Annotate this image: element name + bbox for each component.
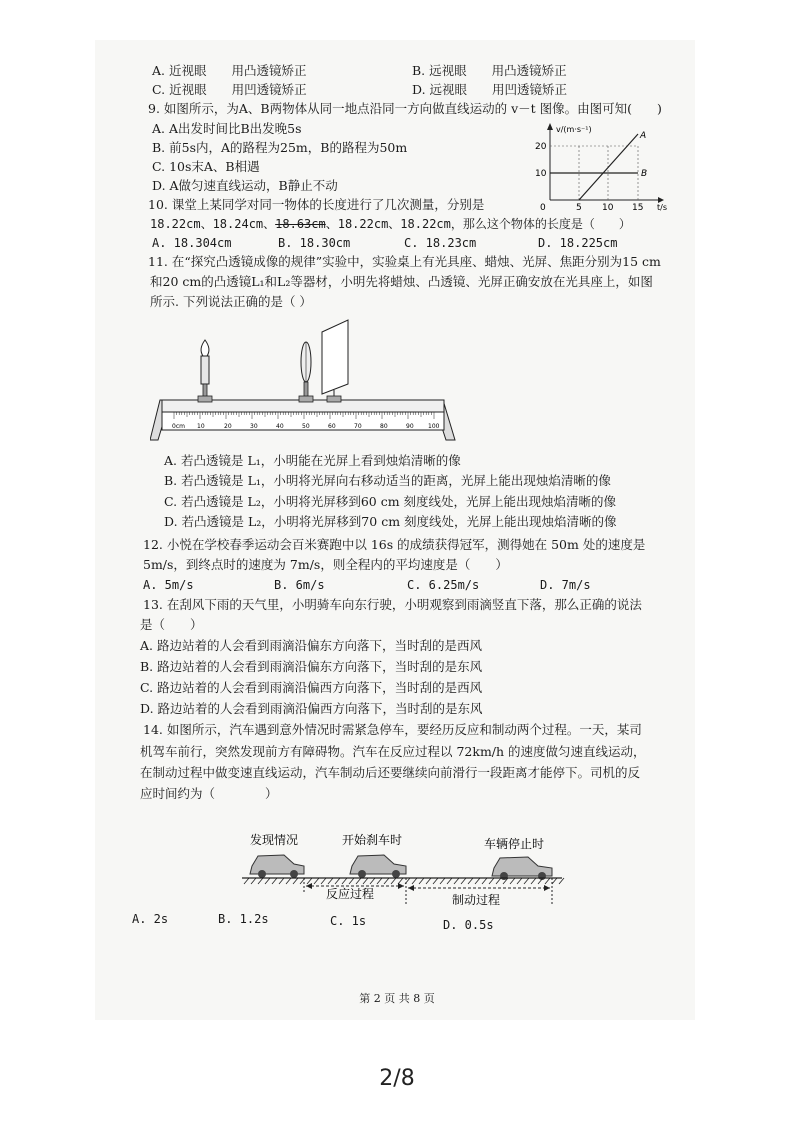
y-tick-0: 0 bbox=[540, 203, 546, 212]
q12-option-d: D. 7m/s bbox=[540, 578, 591, 592]
q9-option-a: A. A出发时间比B出发晚5s bbox=[152, 121, 302, 136]
q10-option-b: B. 18.30cm bbox=[278, 236, 351, 250]
ruler-label-0: 0cm bbox=[172, 423, 185, 430]
label-found: 发现情况 bbox=[250, 833, 299, 847]
road-hatch-line bbox=[552, 878, 557, 884]
ruler-label-90: 90 bbox=[406, 423, 414, 430]
road-hatch-line bbox=[342, 878, 347, 884]
road-hatch-line bbox=[510, 878, 515, 884]
q11-line3: 所示. 下列说法正确的是（ ） bbox=[150, 294, 312, 309]
x-axis-label: t/s bbox=[657, 203, 667, 212]
ruler-label-40: 40 bbox=[276, 423, 284, 430]
car-found bbox=[250, 855, 304, 878]
q12-option-a: A. 5m/s bbox=[143, 578, 194, 592]
q14-line2: 机驾车前行，突然发现前方有障碍物。汽车在反应过程以 72km/h 的速度做匀速直线运动， bbox=[140, 744, 646, 759]
q14-line3: 在制动过程中做变速直线运动，汽车制动后还要继续向前滑行一段距离才能停下。司机的反 bbox=[140, 765, 641, 780]
road-hatch-line bbox=[349, 878, 354, 884]
road-hatch-line bbox=[440, 878, 445, 884]
road-hatch-line bbox=[468, 878, 473, 884]
label-brake: 开始刹车时 bbox=[342, 833, 403, 847]
road-hatch-line bbox=[328, 878, 333, 884]
road-hatch-line bbox=[524, 878, 529, 884]
candle bbox=[198, 340, 212, 402]
y-axis-arrow bbox=[547, 123, 553, 130]
road-hatch-line bbox=[531, 878, 536, 884]
reaction-arrow-right bbox=[398, 883, 404, 889]
road-hatch-line bbox=[475, 878, 480, 884]
road-hatch-line bbox=[272, 878, 277, 884]
q11-option-d: D. 若凸透镜是 L₂，小明将光屏移到70 cm 刻度线处，光屏上能出现烛焰清晰的像 bbox=[164, 514, 617, 529]
road-hatch-line bbox=[314, 878, 319, 884]
q10-option-c: C. 18.23cm bbox=[404, 236, 477, 250]
road-hatch-line bbox=[251, 878, 256, 884]
road-hatch bbox=[244, 878, 564, 884]
ruler-label-30: 30 bbox=[250, 423, 258, 430]
q13-option-c: C. 路边站着的人会看到雨滴沿偏西方向落下，当时刮的是西风 bbox=[140, 680, 483, 695]
q11-option-a: A. 若凸透镜是 L₁，小明能在光屏上看到烛焰清晰的像 bbox=[164, 453, 461, 468]
q9-stem: 9. 如图所示，为A、B两物体从同一地点沿同一方向做直线运动的 v－t 图像。由图可知( ) bbox=[148, 101, 662, 116]
road-hatch-line bbox=[286, 878, 291, 884]
road-hatch-line bbox=[258, 878, 263, 884]
road-hatch-line bbox=[391, 878, 396, 884]
q13-line1: 13. 在刮风下雨的天气里，小明骑车向东行驶，小明观察到雨滴竖直下落，那么正确的说法 bbox=[143, 597, 642, 612]
road-hatch-line bbox=[419, 878, 424, 884]
y-tick-10: 10 bbox=[535, 169, 547, 179]
braking-arrow-right bbox=[544, 885, 550, 891]
y-tick-20: 20 bbox=[535, 142, 547, 152]
road-hatch-line bbox=[433, 878, 438, 884]
ruler-label-50: 50 bbox=[302, 423, 310, 430]
ruler-label-60: 60 bbox=[328, 423, 336, 430]
q12-line1: 12. 小悦在学校春季运动会百米赛跑中以 16s 的成绩获得冠军，测得她在 50m 处的速度是 bbox=[143, 537, 646, 552]
q14-option-c: C. 1s bbox=[330, 914, 367, 928]
q10-stem: 10. 课堂上某同学对同一物体的长度进行了几次测量，分别是 bbox=[148, 197, 485, 212]
q13-option-b: B. 路边站着的人会看到雨滴沿偏东方向落下，当时刮的是东风 bbox=[140, 659, 483, 674]
road-hatch-line bbox=[426, 878, 431, 884]
q14-line4: 应时间约为（ ） bbox=[140, 786, 278, 801]
q11-line1: 11. 在“探究凸透镜成像的规律”实验中，实验桌上有光具座、蜡烛、光屏、焦距分别为15 cm bbox=[148, 254, 661, 269]
road-hatch-line bbox=[335, 878, 340, 884]
q9-option-b: B. 前5s内，A的路程为25m，B的路程为50m bbox=[152, 140, 408, 155]
q9-option-c: C. 10s末A、B相遇 bbox=[152, 159, 260, 174]
road-hatch-line bbox=[356, 878, 361, 884]
line-b-label: B bbox=[641, 169, 648, 179]
ruler-label-70: 70 bbox=[354, 423, 362, 430]
line-a bbox=[579, 134, 638, 200]
road-hatch-line bbox=[447, 878, 452, 884]
q14-option-d: D. 0.5s bbox=[443, 918, 494, 932]
q9-vt-graph bbox=[520, 122, 670, 212]
ruler-label-20: 20 bbox=[224, 423, 232, 430]
q10-values-struck: 18.63cm bbox=[275, 217, 326, 231]
convex-lens bbox=[299, 342, 313, 402]
label-reaction: 反应过程 bbox=[326, 887, 375, 901]
road-hatch-line bbox=[279, 878, 284, 884]
q8-option-d: D. 远视眼 用凹透镜矫正 bbox=[412, 82, 568, 97]
q12-option-b: B. 6m/s bbox=[274, 578, 325, 592]
x-tick-10: 10 bbox=[602, 203, 614, 212]
road-hatch-line bbox=[398, 878, 403, 884]
q14-option-a: A. 2s bbox=[132, 912, 169, 926]
page-footer: 第 2 页 共 8 页 bbox=[359, 992, 435, 1005]
q10-option-d: D. 18.225cm bbox=[538, 236, 618, 250]
road-hatch-line bbox=[545, 878, 550, 884]
road-hatch-line bbox=[559, 878, 564, 884]
q10-option-a: A. 18.304cm bbox=[152, 236, 232, 250]
q11-line2: 和20 cm的凸透镜L₁和L₂等器材，小明先将蜡烛、凸透镜、光屏正确安放在光具座上，如图 bbox=[150, 274, 653, 289]
q13-line2: 是（ ） bbox=[140, 617, 203, 632]
ruler-label-100: 100 bbox=[428, 423, 440, 430]
q12-line2: 5m/s，到终点时的速度为 7m/s，则全程内的平均速度是（ ） bbox=[143, 557, 508, 572]
car-stop bbox=[492, 857, 552, 880]
light-screen bbox=[322, 320, 348, 402]
optical-bench-figure bbox=[150, 312, 460, 450]
road-hatch-line bbox=[244, 878, 249, 884]
road-hatch-line bbox=[482, 878, 487, 884]
ruler-label-80: 80 bbox=[380, 423, 388, 430]
road-hatch-line bbox=[370, 878, 375, 884]
q14-option-b: B. 1.2s bbox=[218, 912, 269, 926]
label-braking: 制动过程 bbox=[452, 893, 501, 907]
x-tick-15: 15 bbox=[632, 203, 644, 212]
y-axis-label: v/(m·s⁻¹) bbox=[556, 125, 592, 134]
q11-option-b: B. 若凸透镜是 L₁，小明将光屏向右移动适当的距离，光屏上能出现烛焰清晰的像 bbox=[164, 473, 611, 488]
q12-option-c: C. 6.25m/s bbox=[407, 578, 480, 592]
q13-option-d: D. 路边站着的人会看到雨滴沿偏西方向落下，当时刮的是东风 bbox=[140, 701, 483, 716]
road-hatch-line bbox=[363, 878, 368, 884]
q13-option-a: A. 路边站着的人会看到雨滴沿偏东方向落下，当时刮的是西风 bbox=[140, 638, 482, 653]
q11-option-c: C. 若凸透镜是 L₂，小明将光屏移到60 cm 刻度线处，光屏上能出现烛焰清晰的像 bbox=[164, 494, 617, 509]
q8-option-c: C. 近视眼 用凹透镜矫正 bbox=[152, 82, 307, 97]
q10-values bbox=[150, 216, 631, 232]
car-brake bbox=[350, 855, 406, 878]
road-hatch-line bbox=[454, 878, 459, 884]
road-hatch-line bbox=[517, 878, 522, 884]
page-indicator: 2/8 bbox=[379, 1066, 415, 1091]
road-hatch-line bbox=[265, 878, 270, 884]
road-hatch-line bbox=[384, 878, 389, 884]
q10-values-prefix: 18.22cm、18.24cm、 bbox=[150, 217, 276, 231]
q10-values-suffix: 、18.22cm、18.22cm，那么这个物体的长度是（ ） bbox=[325, 217, 631, 231]
road-hatch-line bbox=[377, 878, 382, 884]
line-a-label: A bbox=[640, 131, 647, 141]
x-tick-5: 5 bbox=[576, 203, 582, 212]
q14-line1: 14. 如图所示，汽车遇到意外情况时需紧急停车，要经历反应和制动两个过程。一天，某司 bbox=[143, 722, 642, 737]
road-hatch-line bbox=[461, 878, 466, 884]
road-hatch-line bbox=[496, 878, 501, 884]
label-stop: 车辆停止时 bbox=[484, 837, 545, 851]
road-hatch-line bbox=[321, 878, 326, 884]
q8-option-a: A. 近视眼 用凸透镜矫正 bbox=[152, 63, 307, 78]
braking-figure bbox=[238, 826, 568, 912]
road-hatch-line bbox=[293, 878, 298, 884]
ruler-label-10: 10 bbox=[197, 423, 205, 430]
road-hatch-line bbox=[489, 878, 494, 884]
q8-option-b: B. 远视眼 用凸透镜矫正 bbox=[412, 63, 567, 78]
q9-option-d: D. A做匀速直线运动，B静止不动 bbox=[152, 178, 338, 193]
road-hatch-line bbox=[307, 878, 312, 884]
braking-arrow-left bbox=[408, 885, 414, 891]
road-hatch-line bbox=[412, 878, 417, 884]
